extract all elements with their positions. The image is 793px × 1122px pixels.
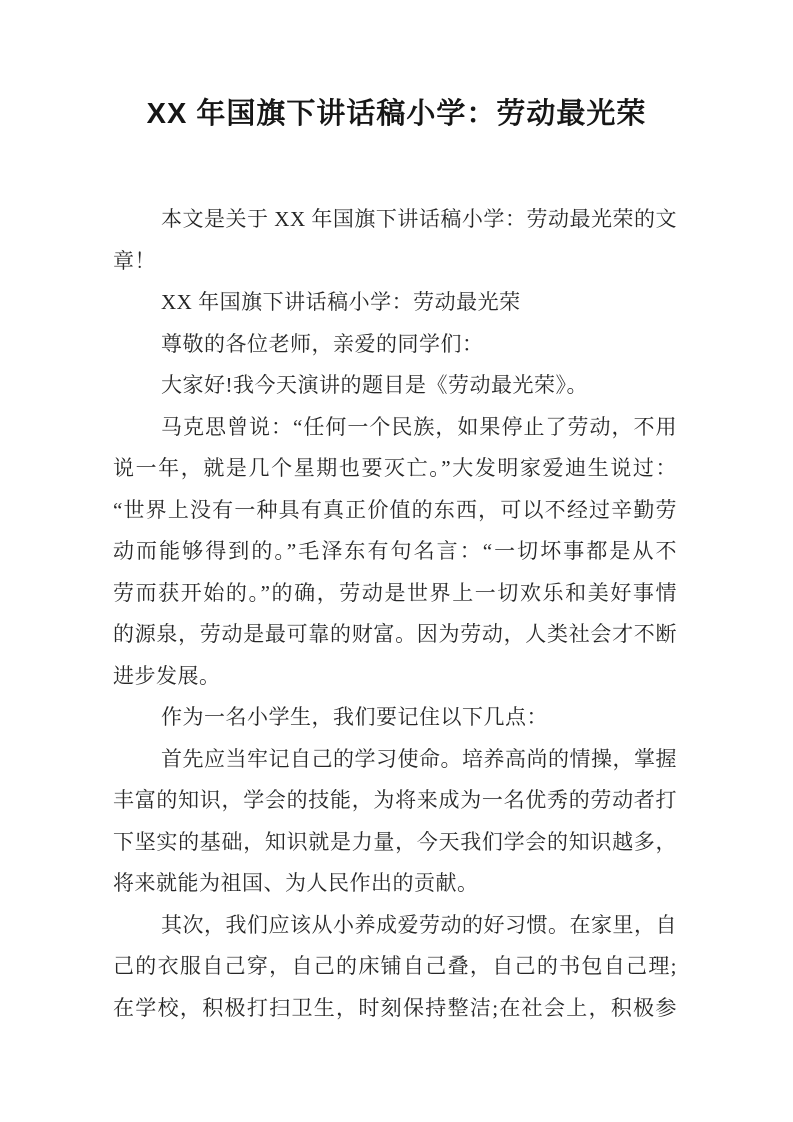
- text-line: 己的衣服自己穿，自己的床铺自己叠，自己的书包自己理;: [113, 954, 677, 978]
- text-line: 的源泉，劳动是最可靠的财富。因为劳动，人类社会才不断: [113, 622, 677, 646]
- text-line: 首先应当牢记自己的学习使命。培养高尚的情操，掌握: [161, 746, 677, 771]
- text-line: 尊敬的各位老师，亲爱的同学们：: [161, 331, 484, 356]
- document-title: XX 年国旗下讲话稿小学：劳动最光荣: [146, 98, 647, 130]
- text-line: 本文是关于 XX 年国旗下讲话稿小学：劳动最光荣的文: [161, 207, 677, 231]
- text-line: 说一年，就是几个星期也要灭亡。”大发明家爱迪生说过：: [113, 456, 677, 480]
- text-line: 丰富的知识，学会的技能，为将来成为一名优秀的劳动者打: [113, 788, 677, 812]
- text-line: 作为一名小学生，我们要记住以下几点：: [161, 705, 548, 729]
- text-line: 其次，我们应该从小养成爱劳动的好习惯。在家里，自: [161, 912, 677, 937]
- text-line: “世界上没有一种具有真正价值的东西，可以不经过辛勤劳: [113, 497, 677, 522]
- text-line: 大家好!我今天演讲的题目是《劳动最光荣》。: [161, 373, 588, 397]
- text-line: 下坚实的基础，知识就是力量，今天我们学会的知识越多，: [113, 829, 677, 854]
- text-line: 马克思曾说：“任何一个民族，如果停止了劳动，不用: [161, 414, 677, 439]
- text-line: 动而能够得到的。”毛泽东有句名言：“一切坏事都是从不: [113, 539, 677, 563]
- text-line: 进步发展。: [113, 663, 221, 688]
- text-line: 将来就能为祖国、为人民作出的贡献。: [113, 871, 479, 895]
- text-line: 劳而获开始的。”的确，劳动是世界上一切欢乐和美好事情: [113, 580, 677, 605]
- text-line: 章！: [113, 248, 156, 273]
- document-body: [113, 199, 677, 1029]
- text-line: 在学校，积极打扫卫生，时刻保持整洁;在社会上，积极参: [113, 995, 677, 1020]
- text-line: XX 年国旗下讲话稿小学：劳动最光荣: [161, 290, 521, 314]
